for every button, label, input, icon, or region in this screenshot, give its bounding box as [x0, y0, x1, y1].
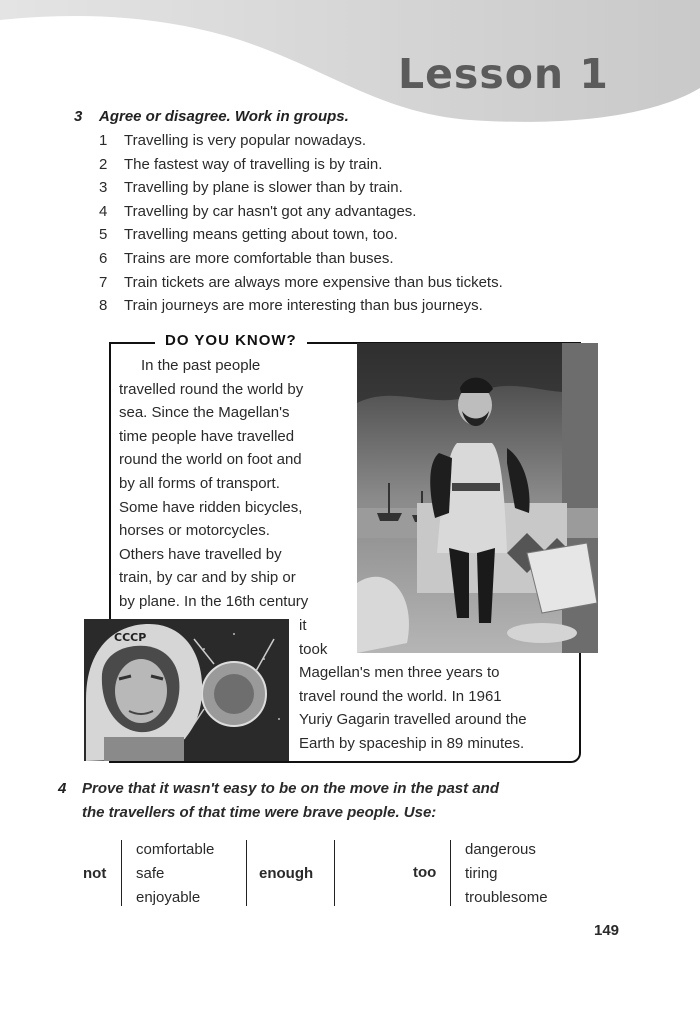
item-text: Travelling means getting about town, too.: [124, 226, 398, 244]
did-you-know-text-continued: [299, 617, 527, 759]
text-line: by all forms of transport.: [119, 474, 280, 492]
exercise-instruction: Agree or disagree. Work in groups.: [99, 108, 349, 125]
table-divider: [121, 840, 122, 906]
did-you-know-text: [119, 357, 308, 617]
item-text: Travelling by plane is slower than by train.: [124, 179, 403, 197]
word-not: not: [83, 865, 107, 882]
word-option: dangerous: [465, 841, 536, 858]
table-divider: [334, 840, 335, 906]
list-item: [99, 156, 503, 180]
table-divider: [246, 840, 247, 906]
item-number: 7: [99, 273, 108, 291]
list-item: [99, 274, 503, 298]
item-text: Train journeys are more interesting than bus journeys.: [124, 297, 483, 315]
text-line: by plane. In the 16th century: [119, 592, 309, 610]
item-number: 5: [99, 226, 108, 244]
text-line: Yuriy Gagarin travelled around the: [299, 711, 527, 729]
text-line: round the world on foot and: [119, 451, 302, 469]
item-text: The fastest way of travelling is by train.: [124, 155, 383, 173]
item-number: 2: [99, 155, 108, 173]
item-number: 8: [99, 297, 108, 315]
exercise-3-heading: [74, 108, 349, 125]
item-number: 3: [99, 179, 108, 197]
lesson-title: Lesson 1: [398, 50, 609, 98]
exercise-4-instruction-line1: Prove that it wasn't easy to be on the move in the past and: [82, 780, 499, 797]
exercise-number: 3: [74, 108, 83, 125]
list-item: [99, 226, 503, 250]
list-item: [99, 132, 503, 156]
item-text: Travelling by car hasn't got any advantages.: [124, 202, 417, 220]
text-line: Some have ridden bicycles,: [119, 498, 303, 516]
word-enough: enough: [259, 865, 314, 882]
list-item: [99, 250, 503, 274]
text-line: it: [299, 617, 307, 634]
statement-list: [99, 132, 503, 321]
item-number: 4: [99, 202, 108, 220]
list-item: [99, 203, 503, 227]
text-line: horses or motorcycles.: [119, 522, 270, 540]
list-item: [99, 179, 503, 203]
gagarin-spaceship-image: [84, 619, 289, 761]
item-number: 6: [99, 249, 108, 267]
text-line: time people have travelled: [119, 427, 295, 445]
word-option: comfortable: [136, 841, 215, 858]
item-text: Travelling is very popular nowadays.: [124, 132, 367, 149]
page-number: 149: [594, 922, 620, 939]
text-line: Magellan's men three years to: [299, 664, 500, 682]
table-divider: [450, 840, 451, 906]
exercise-4-instruction-line2: the travellers of that time were brave people. Use:: [82, 804, 437, 821]
text-line: took: [299, 640, 328, 658]
item-text: Train tickets are always more expensive than bus tickets.: [124, 273, 503, 291]
text-line: Earth by spaceship in 89 minutes.: [299, 734, 525, 752]
word-option: troublesome: [465, 889, 548, 906]
text-line: Others have travelled by: [119, 545, 282, 563]
text-line: In the past people: [141, 357, 261, 374]
item-number: 1: [99, 132, 108, 149]
text-line: travelled round the world by: [119, 380, 304, 398]
did-you-know-label: DO YOU KNOW?: [155, 332, 307, 349]
exercise-4-number: 4: [58, 780, 67, 797]
text-line: travel round the world. In 1961: [299, 687, 502, 705]
word-option: enjoyable: [136, 889, 201, 906]
word-option: safe: [136, 865, 165, 882]
word-option: tiring: [465, 865, 498, 882]
item-text: Trains are more comfortable than buses.: [124, 249, 394, 267]
word-too: too: [413, 864, 437, 881]
magellan-portrait-image: [357, 343, 598, 653]
list-item: [99, 297, 503, 321]
text-line: sea. Since the Magellan's: [119, 404, 290, 422]
text-line: train, by car and by ship or: [119, 569, 296, 587]
helmet-text: CCCP: [114, 631, 147, 644]
